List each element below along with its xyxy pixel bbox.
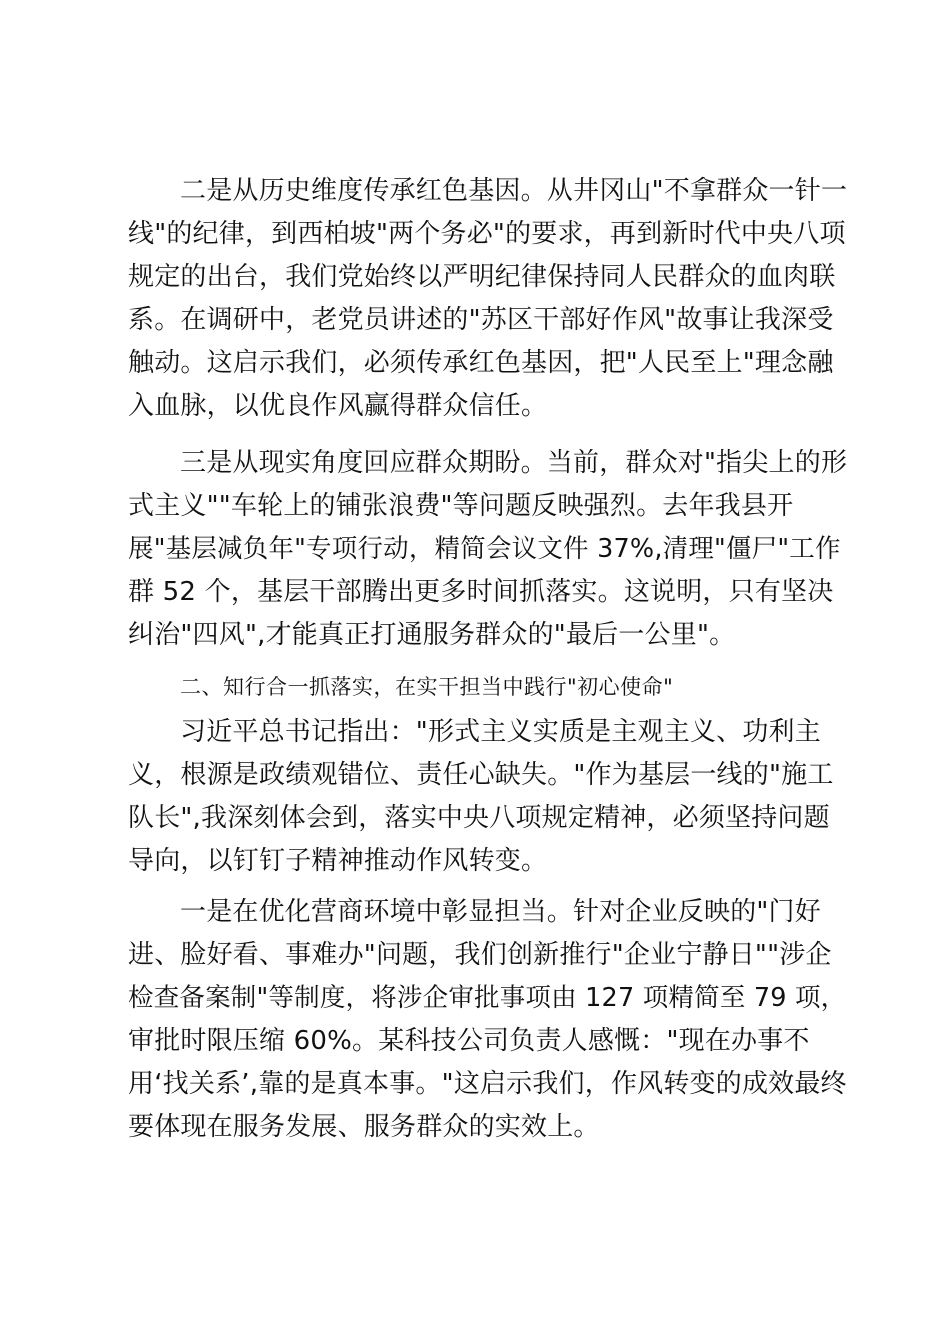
paragraph-line: 检查备案制"等制度，将涉企审批事项由 127 项精简至 79 项， xyxy=(128,983,847,1013)
paragraph-line: 线"的纪律，到西柏坡"两个务必"的要求，再到新时代中央八项 xyxy=(128,219,846,249)
paragraph-line: 一是在优化营商环境中彰显担当。针对企业反映的"门好 xyxy=(180,897,821,927)
paragraph-line: 展"基层减负年"专项行动，精简会议文件 37%,清理"僵尸"工作 xyxy=(128,534,841,564)
paragraph-line: 导向，以钉钉子精神推动作风转变。 xyxy=(128,846,548,876)
paragraph-line: 进、脸好看、事难办"问题，我们创新推行"企业宁静日""涉企 xyxy=(128,940,832,970)
paragraph-line: 系。在调研中，老党员讲述的"苏区干部好作风"故事让我深受 xyxy=(128,305,834,335)
paragraph-line: 二是从历史维度传承红色基因。从井冈山"不拿群众一针一 xyxy=(180,176,848,206)
paragraph-line: 式主义""车轮上的铺张浪费"等问题反映强烈。去年我县开 xyxy=(128,491,794,521)
paragraph-line: 纠治"四风",才能真正打通服务群众的"最后一公里"。 xyxy=(128,620,736,650)
section-heading: 二、知行合一抓落实，在实干担当中践行"初心使命" xyxy=(180,675,674,699)
paragraph-line: 触动。这启示我们，必须传承红色基因，把"人民至上"理念融 xyxy=(128,348,834,378)
paragraph-line: 用‘找关系’,靠的是真本事。"这启示我们，作风转变的成效最终 xyxy=(128,1069,847,1099)
paragraph-line: 队长",我深刻体会到，落实中央八项规定精神，必须坚持问题 xyxy=(128,803,830,833)
paragraph-line: 入血脉，以优良作风赢得群众信任。 xyxy=(128,391,548,421)
paragraph-line: 群 52 个，基层干部腾出更多时间抓落实。这说明，只有坚决 xyxy=(128,577,834,607)
paragraph-line: 审批时限压缩 60%。某科技公司负责人感慨："现在办事不 xyxy=(128,1026,810,1056)
paragraph-line: 规定的出台，我们党始终以严明纪律保持同人民群众的血肉联 xyxy=(128,262,836,292)
paragraph-line: 习近平总书记指出："形式主义实质是主观主义、功利主 xyxy=(180,717,821,747)
paragraph-line: 要体现在服务发展、服务群众的实效上。 xyxy=(128,1112,600,1142)
paragraph-line: 义，根源是政绩观错位、责任心缺失。"作为基层一线的"施工 xyxy=(128,760,834,790)
paragraph-line: 三是从现实角度回应群众期盼。当前，群众对"指尖上的形 xyxy=(180,448,848,478)
